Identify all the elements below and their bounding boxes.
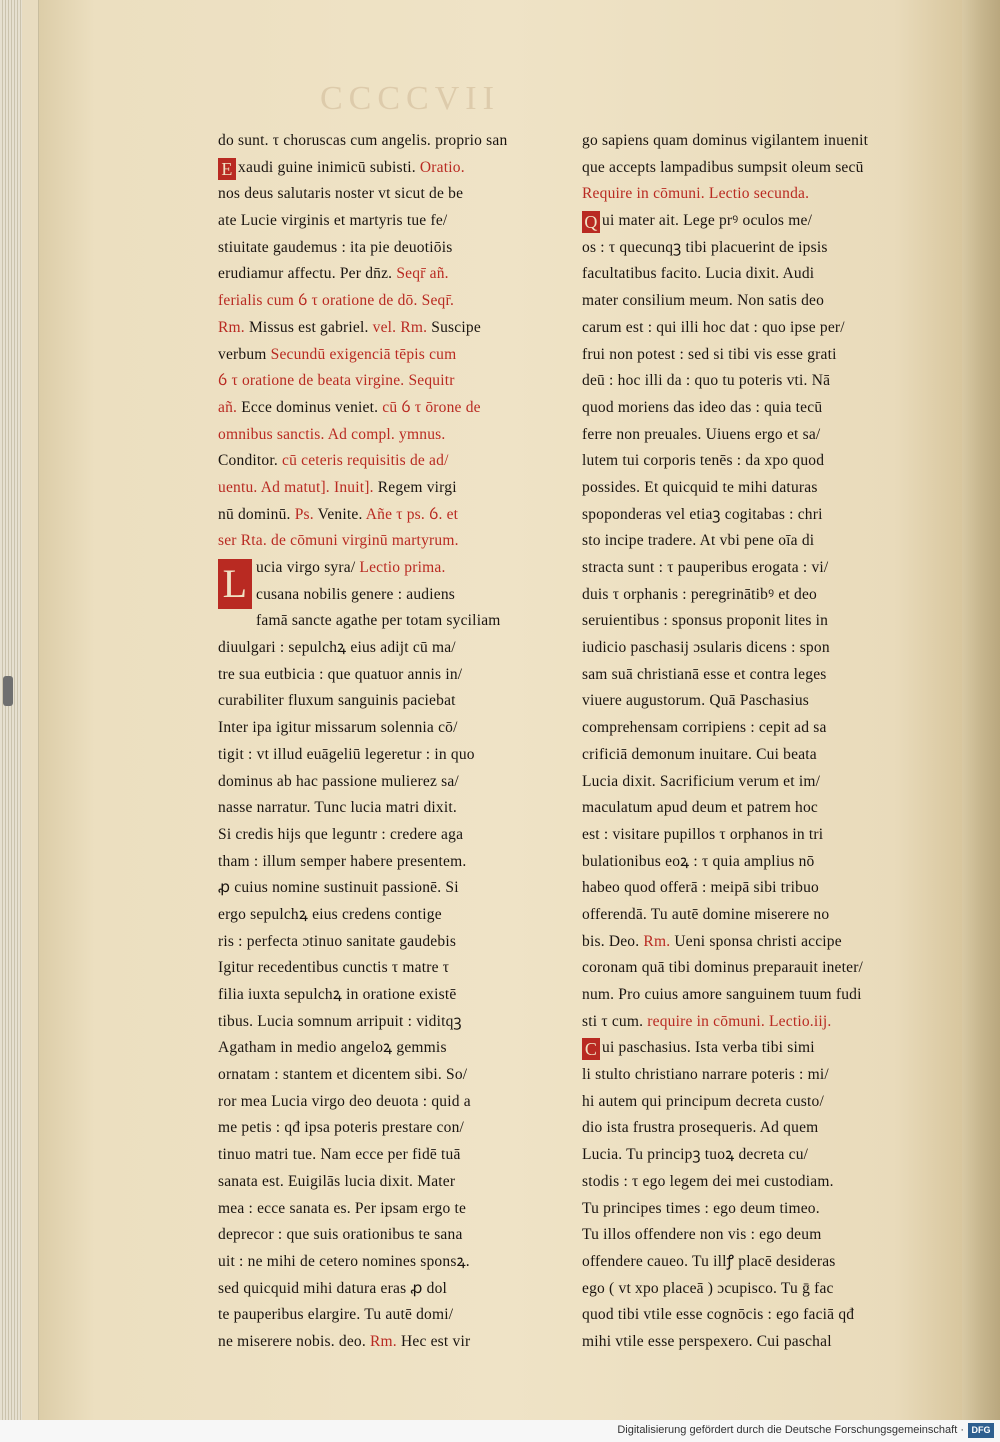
text-line xyxy=(582,1329,912,1356)
text-line xyxy=(218,769,553,796)
body-text: hi autem qui principum decreta custo/ xyxy=(582,1092,824,1110)
body-text: nasse narratur. Tunc lucia matri dixit. xyxy=(218,799,457,817)
text-line xyxy=(582,1222,912,1249)
body-text: sto incipe tradere. At vbi pene oīa di xyxy=(582,532,815,550)
text-line xyxy=(582,875,912,902)
body-text: ror mea Lucia virgo deo deuota : quid a xyxy=(218,1092,471,1110)
body-text: sti τ cum. xyxy=(582,1012,648,1030)
body-text: ui paschasius. Ista verba tibi simi xyxy=(602,1039,815,1057)
rubric-initial: E xyxy=(218,158,236,180)
body-text: Tu principes times : ego deum timeo. xyxy=(582,1199,820,1217)
text-line xyxy=(582,1009,912,1036)
body-text: crificiā demonum inuitare. Cui beata xyxy=(582,745,817,763)
page-stack-edge xyxy=(0,0,22,1420)
body-text: nos deus salutaris noster vt sicut de be xyxy=(218,185,464,203)
text-line xyxy=(218,1302,553,1329)
text-line xyxy=(218,1222,553,1249)
text-line xyxy=(218,1249,553,1276)
text-line xyxy=(218,1089,553,1116)
text-line xyxy=(218,315,553,342)
rubric-text: ser Rta. de cōmuni virginū martyrum. xyxy=(218,532,459,550)
body-text: filia iuxta sepulchꝝ in oratione existē xyxy=(218,986,457,1004)
body-text: tigit : vt illud euāgeliū legeretur : in quo xyxy=(218,745,475,763)
text-line xyxy=(582,288,912,315)
text-line xyxy=(582,422,912,449)
body-text: Missus est gabriel. xyxy=(248,318,373,336)
text-line xyxy=(218,849,553,876)
body-text: quod tibi vtile esse cognōcis : ego faciā qđ xyxy=(582,1306,855,1324)
body-text: Regem virgi xyxy=(377,478,457,496)
body-text: mater consilium meum. Non satis deo xyxy=(582,292,825,310)
text-line xyxy=(218,502,553,529)
body-text: carum est : qui illi hoc dat : quo ipse per/ xyxy=(582,318,845,336)
text-line xyxy=(582,1115,912,1142)
body-text: go sapiens quam dominus vigilantem inuenit xyxy=(582,132,869,149)
text-line xyxy=(582,849,912,876)
body-text: mihi vtile esse perspexero. Cui paschal xyxy=(582,1332,832,1350)
body-text: num. Pro cuius amore sanguinem tuum fudi xyxy=(582,986,862,1003)
text-line xyxy=(582,315,912,342)
body-text: coronam quā tibi dominus preparauit ineter/ xyxy=(582,959,864,977)
text-line xyxy=(582,235,912,262)
text-line xyxy=(582,742,912,769)
text-line xyxy=(218,635,553,662)
text-line xyxy=(582,1276,912,1303)
body-text: bulationibus eoꝝ : τ quia amplius nō xyxy=(582,852,815,870)
text-line xyxy=(582,929,912,956)
body-text: comprehensam corripiens : cepit ad sa xyxy=(582,719,827,737)
text-line xyxy=(218,875,553,902)
rubric-text: require in cōmuni. Lectio.iij. xyxy=(647,1012,832,1030)
body-text: viuere augustorum. Quā Paschasius xyxy=(582,692,809,710)
text-line xyxy=(582,1062,912,1089)
body-text: maculatum apud deum et patrem hoc xyxy=(582,799,819,817)
text-line xyxy=(218,1009,553,1036)
body-text: Lucia dixit. Sacrificium verum et im/ xyxy=(582,772,821,790)
text-line xyxy=(582,662,912,689)
rubric-initial: Q xyxy=(582,211,600,233)
text-line xyxy=(218,368,553,395)
text-line xyxy=(218,902,553,929)
text-line xyxy=(218,1329,553,1356)
text-line xyxy=(218,395,553,422)
body-text: ferre non preuales. Uiuens ergo et sa/ xyxy=(582,425,821,443)
text-line xyxy=(582,1142,912,1169)
text-line xyxy=(582,1196,912,1223)
body-text: guine inimicū subisti. xyxy=(277,158,420,176)
body-text: ergo sepulchꝝ eius credens contige xyxy=(218,905,442,923)
text-line xyxy=(582,795,912,822)
rubric-text: omnibus sanctis. Ad compl. ymnus. xyxy=(218,425,446,443)
text-line xyxy=(582,982,912,1009)
body-text: habeo quod offerā : meipā sibi tribuo xyxy=(582,879,819,897)
rubric-text: Ps. xyxy=(294,505,318,523)
footer-credit: Digitalisierung gefördert durch die Deutsche Forschungsgemeinschaft · xyxy=(617,1424,964,1436)
rubric-text: Oratio. xyxy=(419,158,465,176)
rubric-text: cū ỽ τ ōrone de xyxy=(382,398,481,416)
text-line xyxy=(218,742,553,769)
body-text: Ueni sponsa christi accipe xyxy=(674,932,842,950)
text-line xyxy=(218,688,553,715)
body-text: ate Lucie virginis et martyris tue fe/ xyxy=(218,212,448,230)
body-text: bis. Deo. xyxy=(582,932,644,950)
text-line xyxy=(582,1302,912,1329)
body-text: tham : illum semper habere presentem. xyxy=(218,852,467,870)
body-text: do sunt. τ choruscas cum angelis. proprio san xyxy=(218,132,508,149)
text-line xyxy=(218,342,553,369)
body-text: Inter ipa igitur missarum solennia cō/ xyxy=(218,719,458,737)
body-text: verbum xyxy=(218,345,271,363)
text-line xyxy=(218,929,553,956)
text-line xyxy=(582,342,912,369)
body-text: Ecce dominus veniet. xyxy=(241,398,383,416)
book-spine xyxy=(962,0,1000,1420)
text-line xyxy=(582,155,912,182)
right-text-column xyxy=(582,128,912,1356)
body-text: Conditor. xyxy=(218,452,283,470)
body-text: li stulto christiano narrare poteris : mi/ xyxy=(582,1066,829,1084)
body-text: Suscipe xyxy=(431,318,481,336)
text-line xyxy=(582,582,912,609)
text-line xyxy=(582,475,912,502)
body-text: cusana nobilis genere : audiens xyxy=(256,585,456,603)
body-text: quod moriens das ideo das : quia tecū xyxy=(582,398,823,416)
body-text: tinuo matri tue. Nam ecce per fidē tuā xyxy=(218,1146,461,1164)
text-line xyxy=(582,528,912,555)
body-text: Igitur recedentibus cunctis τ matre τ xyxy=(218,959,450,977)
text-line xyxy=(218,715,553,742)
rubric-initial: C xyxy=(582,1038,600,1060)
text-line xyxy=(582,822,912,849)
text-line xyxy=(218,1035,553,1062)
rubric-text: Añe τ ps. ỽ. et xyxy=(365,505,459,523)
text-line xyxy=(218,448,553,475)
text-line xyxy=(582,1169,912,1196)
body-text: duis τ orphanis : peregrinātibꝰ et deo xyxy=(582,585,817,603)
rubric-text: ferialis cum ỽ τ oratione de dō. Seqr̄. xyxy=(218,292,455,310)
body-text: deū : hoc illi da : quo tu poteris vti. Nā xyxy=(582,372,831,390)
text-line xyxy=(582,1249,912,1276)
text-line xyxy=(256,582,553,609)
text-line xyxy=(218,155,553,182)
body-text: famā sancte agathe per totam syciliam xyxy=(256,612,501,630)
body-text: que accepts lampadibus sumpsit oleum secū xyxy=(582,158,864,176)
rubric-text: ỽ τ oratione de beata virgine. Sequitr xyxy=(218,372,455,390)
decorated-initial: L xyxy=(218,559,252,609)
body-text: Tu illos offendere non vis : ego deum xyxy=(582,1226,822,1244)
text-line xyxy=(582,1089,912,1116)
body-text: curabiliter fluxum sanguinis paciebat xyxy=(218,692,456,710)
body-text: sam suā christianā esse et contra leges xyxy=(582,665,827,683)
text-line xyxy=(218,208,553,235)
text-line xyxy=(218,1169,553,1196)
body-text: ris : perfecta ɔtinuo sanitate gaudebis xyxy=(218,932,457,950)
body-text: nū dominū. xyxy=(218,505,295,523)
text-line xyxy=(218,181,553,208)
body-text: xaudi xyxy=(238,158,278,176)
body-text: os : τ quecunqꝫ tibi placuerint de ipsis xyxy=(582,238,828,256)
rubric-text: uentu. Ad matut]. Inuit]. xyxy=(218,478,378,496)
text-line xyxy=(218,795,553,822)
text-line xyxy=(218,1115,553,1142)
body-text: dio ista frustra prosequeris. Ad quem xyxy=(582,1119,819,1137)
body-text: me petis : qđ ipsa poteris prestare con/ xyxy=(218,1119,465,1137)
body-text: stracta sunt : τ pauperibus erogata : vi/ xyxy=(582,559,829,576)
text-line xyxy=(256,608,553,635)
text-line xyxy=(582,635,912,662)
text-line xyxy=(582,955,912,982)
text-line xyxy=(582,181,912,208)
body-text: ui mater ait. Lege prꝰ oculos me/ xyxy=(602,212,813,230)
clip-mark xyxy=(3,676,13,706)
body-text: spoponderas vel etiaꝫ cogitabas : chri xyxy=(582,505,823,523)
text-line xyxy=(218,475,553,502)
text-line xyxy=(218,235,553,262)
body-text: facultatibus facito. Lucia dixit. Audi xyxy=(582,265,815,283)
body-text: stodis : τ ego legem dei mei custodiam. xyxy=(582,1172,834,1190)
rubric-text: añ. xyxy=(218,398,242,416)
body-text: deprecor : que suis orationibus te sana xyxy=(218,1226,463,1244)
text-line xyxy=(218,261,553,288)
text-line xyxy=(582,769,912,796)
body-text: Si credis hijs que leguntr : credere aga xyxy=(218,825,464,843)
text-line xyxy=(582,448,912,475)
dfg-logo: DFG xyxy=(968,1423,994,1438)
body-text: offerendā. Tu autē domine miserere no xyxy=(582,905,830,923)
text-line xyxy=(218,822,553,849)
footer-bar xyxy=(0,1420,1000,1442)
body-text: Agatham in medio angeloꝝ gemmis xyxy=(218,1039,447,1057)
body-text: frui non potest : sed si tibi vis esse grati xyxy=(582,345,837,363)
body-text: Venite. xyxy=(317,505,366,523)
text-line xyxy=(218,1062,553,1089)
text-line xyxy=(582,208,912,235)
body-text: Hec est vir xyxy=(400,1332,471,1350)
body-text: ucia virgo syra/ xyxy=(256,559,360,576)
body-text: ego ( vt xpo placeā ) ɔcupisco. Tu ḡ fac xyxy=(582,1279,834,1297)
body-text: Lucia. Tu principꝫ tuoꝝ decreta cu/ xyxy=(582,1146,809,1164)
body-text: tre sua eutbicia : que quatuor annis in/ xyxy=(218,665,463,683)
body-text: est : visitare pupillos τ orphanos in tri xyxy=(582,825,824,843)
body-text: te pauperibus elargire. Tu autē domi/ xyxy=(218,1306,454,1324)
body-text: mea : ecce sanata es. Per ipsam ergo te xyxy=(218,1199,467,1217)
rubric-text: cū ceteris requisitis de ad/ xyxy=(282,452,449,470)
text-line xyxy=(582,395,912,422)
text-line xyxy=(218,128,553,155)
rubric-text: vel. Rm. xyxy=(372,318,432,336)
rubric-text: Require in cōmuni. Lectio secunda. xyxy=(582,185,810,203)
body-text: lutem tui corporis tenēs : da xpo quod xyxy=(582,452,825,470)
body-text: sed quicquid mihi datura eras ꝓ dol xyxy=(218,1279,448,1297)
rubric-text: Rm. xyxy=(370,1332,401,1350)
text-line xyxy=(218,528,553,555)
text-line xyxy=(582,368,912,395)
text-line xyxy=(582,502,912,529)
body-text: possides. Et quicquid te mihi daturas xyxy=(582,478,818,496)
text-line xyxy=(218,955,553,982)
body-text: stiuitate gaudemus : ita pie deuotiōis xyxy=(218,238,453,256)
body-text: offendere caueo. Tu illꝭ placē desideras xyxy=(582,1252,836,1270)
body-text: uit : ne mihi de cetero nomines sponsꝝ. xyxy=(218,1252,470,1270)
body-text: ne miserere nobis. deo. xyxy=(218,1332,371,1350)
body-text: erudiamur affectu. Per dn̄z. xyxy=(218,265,397,283)
rubric-text: Secundū exigenciā tēpis cum xyxy=(270,345,457,363)
text-line xyxy=(218,982,553,1009)
text-line xyxy=(582,608,912,635)
text-line xyxy=(218,1142,553,1169)
text-line xyxy=(582,261,912,288)
running-heading: CCCCVII xyxy=(320,80,500,117)
text-line xyxy=(582,1035,912,1062)
body-text: seruientibus : sponsus proponit lites in xyxy=(582,612,829,630)
text-line xyxy=(218,1196,553,1223)
text-line xyxy=(582,715,912,742)
text-line xyxy=(582,128,912,155)
text-line xyxy=(582,902,912,929)
text-line xyxy=(218,662,553,689)
text-line xyxy=(582,555,912,582)
text-line xyxy=(582,688,912,715)
text-line xyxy=(218,288,553,315)
rubric-text: Lectio prima. xyxy=(359,559,446,576)
body-text: ornatam : stantem et dicentem sibi. So/ xyxy=(218,1066,468,1084)
rubric-text: Seqr̄ añ. xyxy=(396,265,449,283)
body-text: dominus ab hac passione mulierez sa/ xyxy=(218,772,459,790)
text-line xyxy=(218,1276,553,1303)
body-text: ꝓ cuius nomine sustinuit passionē. Si xyxy=(218,879,459,897)
body-text: iudicio paschasij ɔsularis dicens : spon xyxy=(582,639,830,657)
text-line xyxy=(218,422,553,449)
left-text-column xyxy=(218,128,553,1356)
rubric-text: Rm. xyxy=(643,932,675,950)
rubric-text: Rm. xyxy=(218,318,249,336)
body-text: tibus. Lucia somnum arripuit : viditqꝫ xyxy=(218,1012,462,1030)
body-text: sanata est. Euigilās lucia dixit. Mater xyxy=(218,1172,456,1190)
body-text: diuulgari : sepulchꝝ eius adijt cū ma/ xyxy=(218,639,456,657)
